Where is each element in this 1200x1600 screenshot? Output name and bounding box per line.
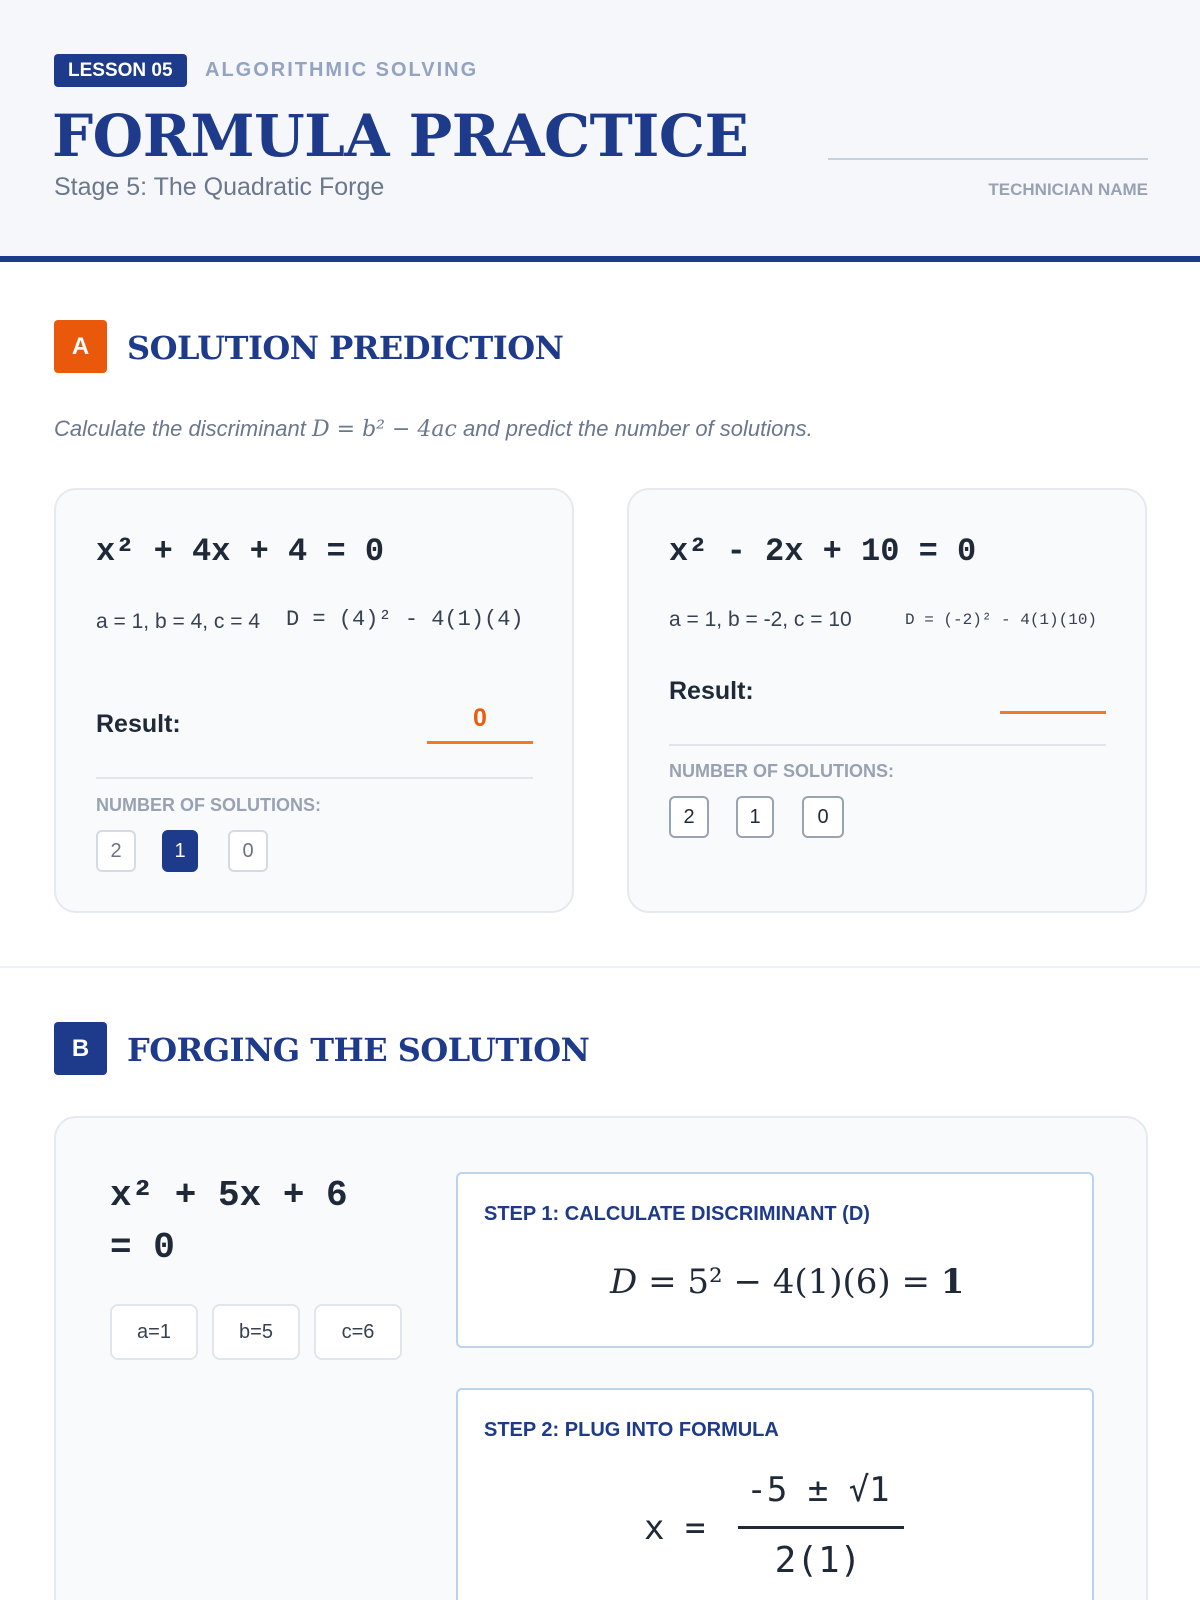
- problem-coefficients: a = 1, b = 4, c = 4: [96, 610, 261, 633]
- discriminant-formula: D = b² − 4ac: [312, 417, 457, 442]
- coefficient-pill-a: a=1: [110, 1304, 198, 1360]
- formula-numerator: -5 ± √1: [746, 1470, 890, 1510]
- fraction-bar: [738, 1526, 904, 1529]
- forge-equation-line-1: x² + 5x + 6: [110, 1175, 348, 1216]
- problem-coefficients: a = 1, b = -2, c = 10: [669, 608, 852, 631]
- discriminant-work: D = (4)² - 4(1)(4): [286, 607, 524, 632]
- problem-equation: x² - 2x + 10 = 0: [669, 533, 977, 570]
- section-b-badge: B: [54, 1022, 107, 1075]
- section-separator: [0, 966, 1200, 968]
- result-input[interactable]: 0: [427, 700, 533, 744]
- step-1-box: [456, 1172, 1094, 1348]
- problem-card-1: [54, 488, 574, 913]
- coefficient-pill-c: c=6: [314, 1304, 402, 1360]
- solution-option-1[interactable]: 1: [736, 796, 774, 838]
- technician-name-label: TECHNICIAN NAME: [988, 180, 1148, 199]
- lesson-badge: LESSON 05: [54, 54, 187, 87]
- section-a-instruction: [54, 414, 813, 445]
- lesson-topic: ALGORITHMIC SOLVING: [205, 59, 479, 81]
- solutions-label: NUMBER OF SOLUTIONS:: [669, 761, 894, 781]
- card-divider: [669, 744, 1106, 746]
- solution-option-1[interactable]: 1: [162, 830, 198, 872]
- formula-variable: D: [610, 1262, 638, 1302]
- page-header: [0, 0, 1200, 262]
- step-1-formula: [610, 1262, 964, 1302]
- step-1-label: STEP 1: CALCULATE DISCRIMINANT (D): [484, 1203, 870, 1225]
- instruction-text-pre: Calculate the discriminant: [54, 416, 313, 441]
- technician-name-field[interactable]: [828, 158, 1148, 160]
- section-a-badge: A: [54, 320, 107, 373]
- section-b-title: FORGING THE SOLUTION: [127, 1031, 590, 1069]
- result-input[interactable]: [1000, 670, 1106, 714]
- step-2-box: [456, 1388, 1094, 1600]
- formula-result: 1: [940, 1262, 965, 1302]
- result-label: Result:: [96, 710, 181, 738]
- forge-card: [54, 1116, 1148, 1600]
- solution-option-2[interactable]: 2: [669, 796, 709, 838]
- formula-lhs: x =: [644, 1508, 706, 1548]
- forge-equation-line-2: = 0: [110, 1227, 175, 1268]
- discriminant-work: D = (-2)² - 4(1)(10): [905, 611, 1098, 629]
- section-a-title: SOLUTION PREDICTION: [127, 329, 564, 367]
- formula-expression: = 5² − 4(1)(6) =: [637, 1262, 941, 1302]
- solution-option-0[interactable]: 0: [228, 830, 268, 872]
- result-label: Result:: [669, 677, 754, 705]
- page-subtitle: Stage 5: The Quadratic Forge: [54, 173, 385, 201]
- formula-denominator: 2(1): [774, 1540, 862, 1581]
- coefficient-pill-b: b=5: [212, 1304, 300, 1360]
- solution-option-0[interactable]: 0: [802, 796, 844, 838]
- page-title: FORMULA PRACTICE: [52, 102, 749, 170]
- card-divider: [96, 777, 533, 779]
- solution-option-2[interactable]: 2: [96, 830, 136, 872]
- instruction-text-post: and predict the number of solutions.: [456, 416, 813, 441]
- solutions-label: NUMBER OF SOLUTIONS:: [96, 795, 321, 815]
- problem-equation: x² + 4x + 4 = 0: [96, 533, 385, 570]
- step-2-label: STEP 2: PLUG INTO FORMULA: [484, 1419, 779, 1441]
- problem-card-2: [627, 488, 1147, 913]
